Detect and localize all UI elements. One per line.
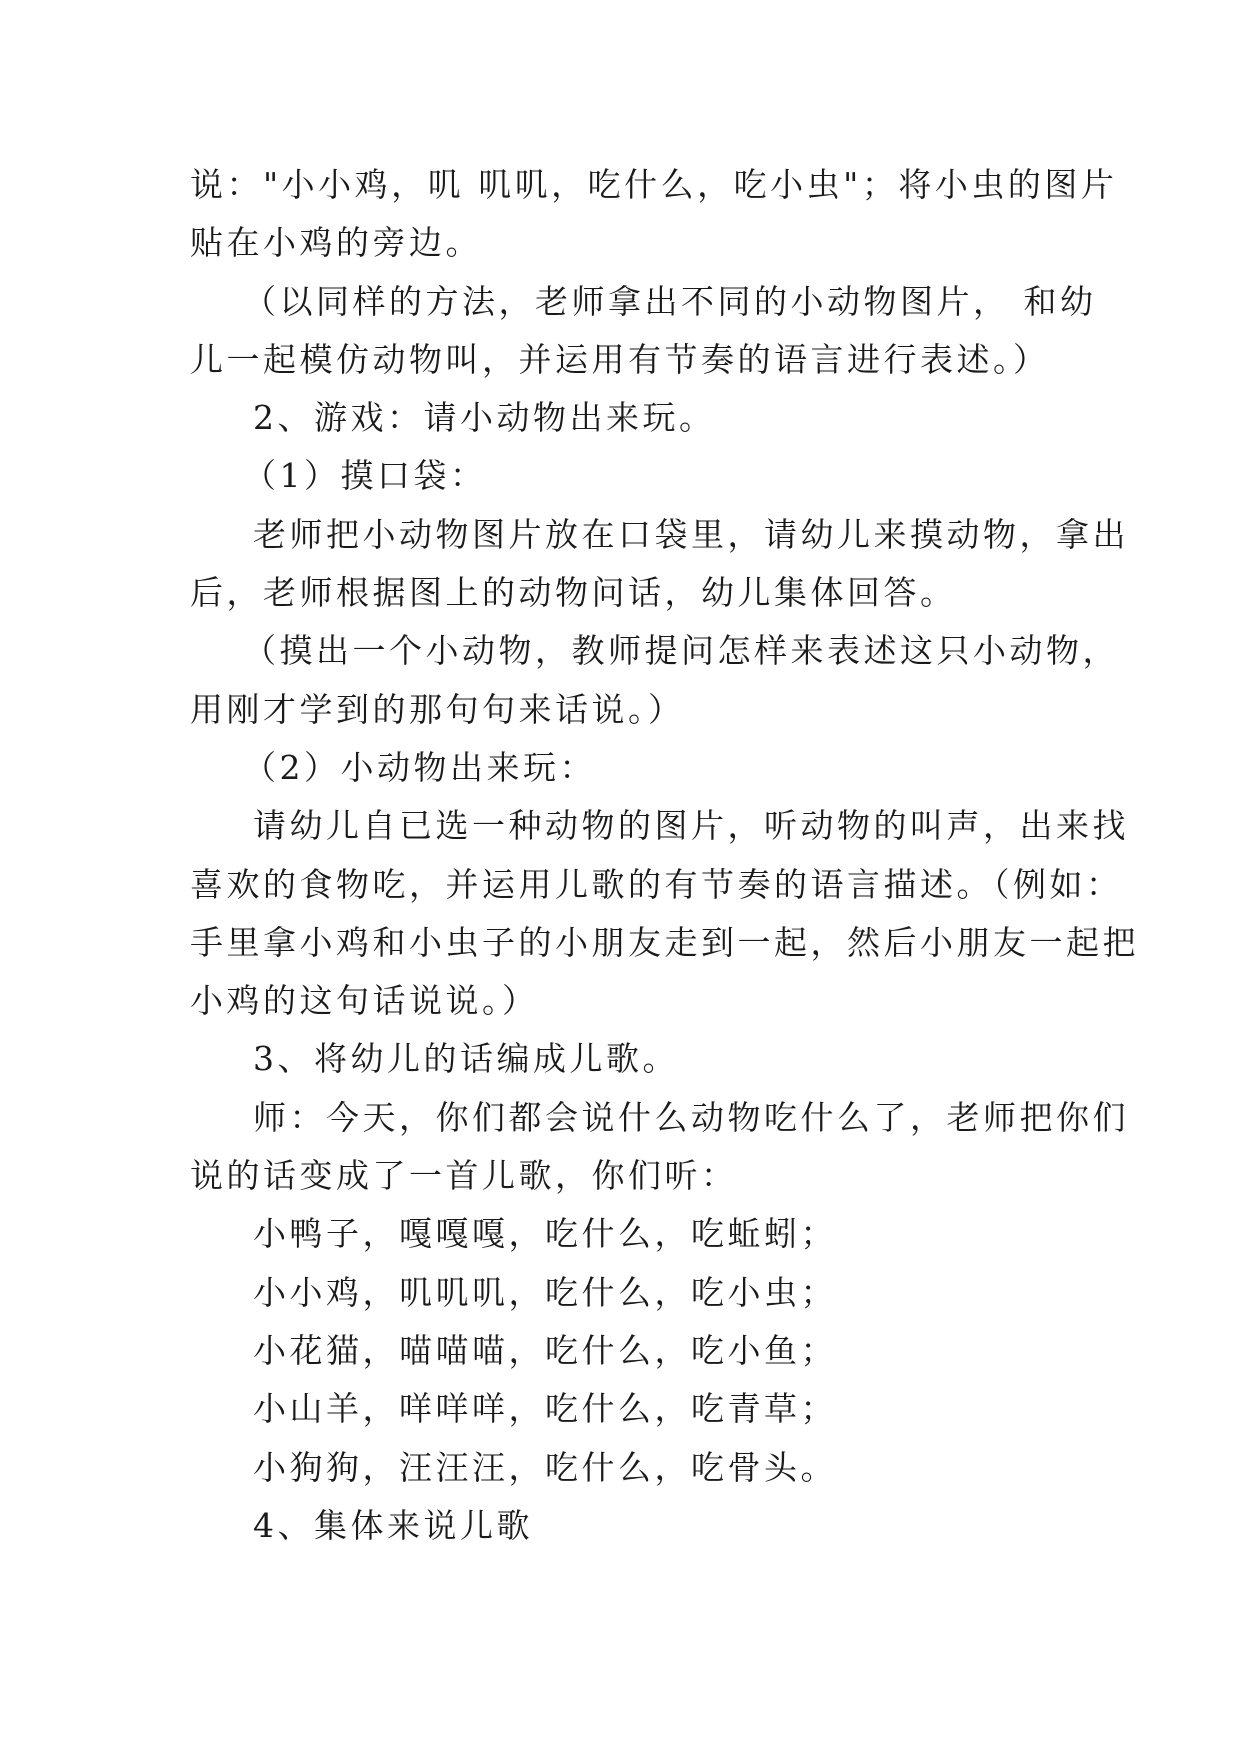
text-line: 贴在小鸡的旁边。	[190, 223, 482, 263]
subsection-heading: （1）摸口袋：	[243, 456, 487, 496]
poem-line: 小鸭子，嘎嘎嘎，吃什么，吃蚯蚓；	[253, 1214, 837, 1254]
poem-line: 小小鸡，叽叽叽，吃什么，吃小虫；	[253, 1272, 837, 1312]
text-line: 说的话变成了一首儿歌，你们听：	[190, 1156, 738, 1196]
text-line: 儿一起模仿动物叫，并运用有节奏的语言进行表述。）	[190, 339, 1050, 379]
section-heading: 3、将幼儿的话编成儿歌。	[253, 1039, 679, 1079]
text-line: 手里拿小鸡和小虫子的小朋友走到一起，然后小朋友一起把	[190, 922, 1139, 962]
text-line: 喜欢的食物吃，并运用儿歌的有节奏的语言描述。（例如：	[190, 864, 1123, 904]
poem-line: 小狗狗，汪汪汪，吃什么，吃骨头。	[253, 1447, 837, 1487]
document-body	[190, 156, 1139, 1555]
subsection-heading: （2）小动物出来玩：	[243, 747, 596, 787]
text-line: （以同样的方法，老师拿出不同的小动物图片， 和幼	[243, 281, 1097, 321]
text-line: 用刚才学到的那句句来话说。）	[190, 689, 685, 729]
text-line: （摸出一个小动物，教师提问怎样来表述这只小动物，	[243, 631, 1119, 671]
poem-line: 小花猫，喵喵喵，吃什么，吃小鱼；	[253, 1330, 837, 1370]
text-line: 师：今天，你们都会说什么动物吃什么了，老师把你们	[253, 1097, 1129, 1137]
section-heading: 4、集体来说儿歌	[253, 1505, 533, 1545]
text-line: 后，老师根据图上的动物问话，幼儿集体回答。	[190, 573, 957, 613]
text-line: 老师把小动物图片放在口袋里，请幼儿来摸动物，拿出	[253, 514, 1129, 554]
poem-line: 小山羊，咩咩咩，吃什么，吃青草；	[253, 1389, 837, 1429]
section-heading: 2、游戏：请小动物出来玩。	[253, 398, 716, 438]
text-line: 说："小小鸡，叽 叽叽，吃什么，吃小虫"；将小虫的图片	[190, 165, 1118, 204]
text-line: 请幼儿自已选一种动物的图片，听动物的叫声，出来找	[253, 806, 1129, 846]
text-line: 小鸡的这句话说说。）	[190, 981, 539, 1021]
